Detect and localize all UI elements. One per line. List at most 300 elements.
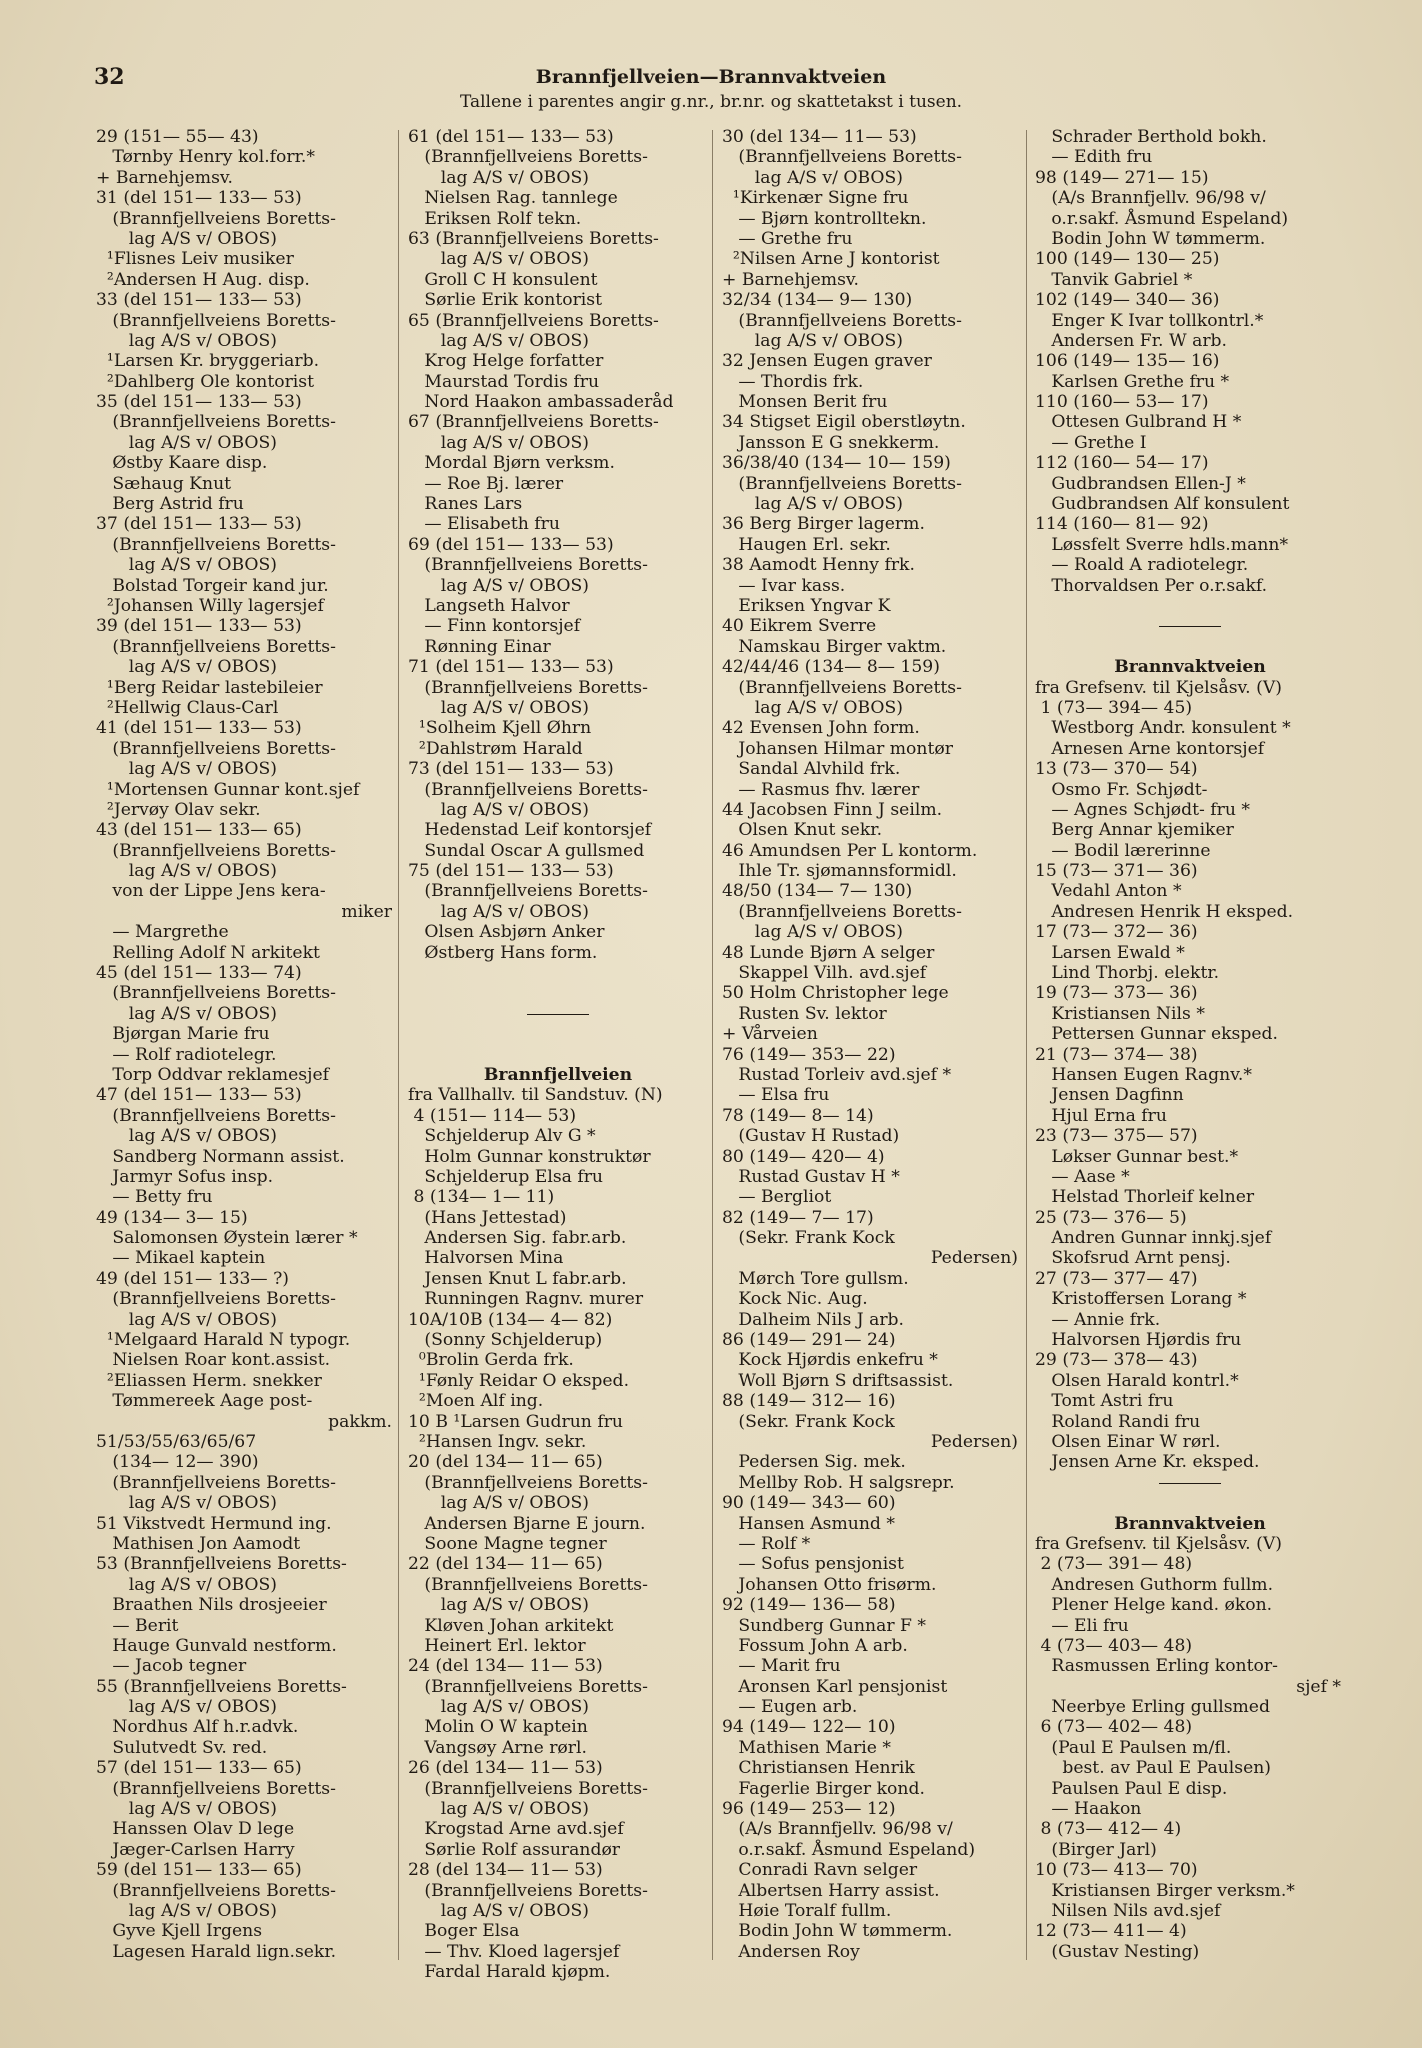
directory-line: ²Hansen Ingv. sekr. [408,1432,587,1452]
directory-column-4 [1035,127,1345,1962]
directory-column-3 [722,127,1022,1962]
directory-line-continued: pakkm. [328,1411,392,1432]
directory-line: lag A/S v/ OBOS) [96,228,278,249]
directory-line: 13 (73— 370— 54) [1035,759,1198,780]
directory-line: — Roald A radiotelegr. [1035,555,1249,576]
directory-line: — Bjørn kontrolltekn. [722,208,927,229]
directory-line: Jansson E G snekkerm. [722,432,940,453]
directory-line: lag A/S v/ OBOS) [408,1595,590,1616]
directory-line: 15 (73— 371— 36) [1035,861,1198,882]
directory-line: Larsen Ewald * [1035,942,1185,963]
directory-line: 10 B ¹Larsen Gudrun fru [408,1411,623,1432]
directory-line: ²Eliassen Herm. snekker [96,1370,322,1391]
directory-line: 44 Jacobsen Finn J seilm. [722,799,943,820]
directory-line: Bjørgan Marie fru [96,1024,270,1045]
directory-line: 31 (del 151— 133— 53) [96,188,302,209]
directory-line: Dalheim Nils J arb. [722,1309,905,1330]
directory-line: lag A/S v/ OBOS) [408,575,590,596]
directory-line: ²Dahlstrøm Harald [408,738,583,759]
directory-line: Andersen Roy [722,1941,860,1962]
directory-line: (A/s Brannfjellv. 96/98 v/ [1035,188,1266,209]
directory-line: Maurstad Tordis fru [408,371,600,392]
directory-line: Runningen Ragnv. murer [408,1289,644,1310]
directory-column-2 [408,127,708,1983]
directory-line: — Rolf radiotelegr. [96,1044,277,1065]
directory-line: 100 (149— 130— 25) [1035,249,1220,270]
directory-line: — Rasmus fhv. lærer [722,779,920,800]
directory-line: ¹Flisnes Leiv musiker [96,249,294,270]
directory-line: Johansen Hilmar montør [722,738,953,759]
directory-line: Bodin John W tømmerm. [722,1921,953,1942]
column-divider [712,130,713,1960]
directory-line: Berg Annar kjemiker [1035,820,1234,841]
directory-line: Mordal Bjørn verksm. [408,453,615,474]
directory-line: ¹Solheim Kjell Øhrn [408,718,592,739]
directory-line: Tørnby Henry kol.forr.* [96,147,315,168]
directory-line: Nielsen Roar kont.assist. [96,1350,331,1371]
directory-line: Kløven Johan arkitekt [408,1615,614,1636]
directory-line: Rønning Einar [408,636,551,657]
directory-line: Olsen Knut sekr. [722,820,883,841]
directory-line: 22 (del 134— 11— 65) [408,1554,603,1575]
directory-line: Jarmyr Sofus insp. [96,1166,274,1187]
directory-line: lag A/S v/ OBOS) [722,697,904,718]
directory-column-1 [96,127,396,1962]
directory-line: Olsen Harald kontrl.* [1035,1370,1239,1391]
directory-line: 2 (73— 391— 48) [1035,1554,1193,1575]
directory-line: Gudbrandsen Alf konsulent [1035,494,1290,515]
directory-line: (Brannfjellveiens Boretts- [96,1778,336,1799]
directory-line: ⁰Brolin Gerda frk. [408,1350,574,1371]
directory-line: 69 (del 151— 133— 53) [408,534,614,555]
directory-line: Løkser Gunnar best.* [1035,1146,1239,1167]
directory-line: (Sonny Schjelderup) [408,1330,603,1351]
directory-line: Kristoffersen Lorang * [1035,1289,1247,1310]
directory-line: 35 (del 151— 133— 53) [96,392,302,413]
directory-line: 10 (73— 413— 70) [1035,1860,1198,1881]
directory-line: 39 (del 151— 133— 53) [96,616,302,637]
page-title: Brannfjellveien—Brannvaktveien [535,66,887,88]
directory-line: 32 Jensen Eugen graver [722,351,932,372]
directory-line: 12 (73— 411— 4) [1035,1921,1187,1942]
directory-line: 47 (del 151— 133— 53) [96,1085,302,1106]
directory-line: — Ivar kass. [722,575,846,596]
directory-line: Gudbrandsen Ellen-J * [1035,473,1246,494]
directory-line: Skofsrud Arnt pensj. [1035,1248,1231,1269]
directory-line: Pedersen Sig. mek. [722,1452,906,1473]
directory-line: lag A/S v/ OBOS) [408,432,590,453]
directory-line: Schjelderup Alv G * [408,1126,596,1147]
directory-line: Jensen Dagfinn [1035,1085,1184,1106]
directory-line: — Finn kontorsjef [408,616,581,637]
directory-line: + Barnehjemsv. [96,167,234,188]
directory-line: (Paul E Paulsen m/fl. [1035,1737,1232,1758]
directory-line: Groll C H konsulent [408,269,598,290]
directory-line: lag A/S v/ OBOS) [722,922,904,943]
column-divider [1026,130,1027,1960]
directory-line: Molin O W kaptein [408,1717,588,1738]
section-rule [1035,1473,1345,1493]
directory-line: Berg Astrid fru [96,494,244,515]
directory-line: Sørlie Erik kontorist [408,290,603,311]
directory-line: Lind Thorbj. elektr. [1035,963,1220,984]
directory-line: ¹Fønly Reidar O eksped. [408,1370,630,1391]
directory-line: fra Vallhallv. til Sandstuv. (N) [408,1085,663,1106]
directory-line: Paulsen Paul E disp. [1035,1778,1228,1799]
directory-line: Sandal Alvhild frk. [722,759,901,780]
directory-line: 32/34 (134— 9— 130) [722,290,913,311]
directory-line: 51 Vikstvedt Hermund ing. [96,1513,332,1534]
directory-line: ²Jervøy Olav sekr. [96,799,261,820]
directory-line: 102 (149— 340— 36) [1035,290,1220,311]
directory-line: lag A/S v/ OBOS) [408,1799,590,1820]
directory-line: 96 (149— 253— 12) [722,1799,896,1820]
directory-line: Arnesen Arne kontorsjef [1035,738,1265,759]
directory-line: Soone Magne tegner [408,1533,607,1554]
directory-line: 34 Stigset Eigil oberstløytn. [722,412,966,433]
directory-line: Osmo Fr. Schjødt- [1035,779,1208,800]
directory-line: Woll Bjørn S driftsassist. [722,1370,954,1391]
directory-line: lag A/S v/ OBOS) [408,1493,590,1514]
directory-line: 48/50 (134— 7— 130) [722,881,913,902]
street-heading: Brannfjellveien [483,1064,633,1085]
directory-line: 46 Amundsen Per L kontorm. [722,840,978,861]
directory-line: — Bergliot [722,1187,832,1208]
directory-line: Krogstad Arne avd.sjef [408,1819,624,1840]
directory-line: Vangsøy Arne rørl. [408,1737,587,1758]
directory-line: Johansen Otto frisørm. [722,1574,937,1595]
directory-line: Ottesen Gulbrand H * [1035,412,1242,433]
directory-line: (134— 12— 390) [96,1452,259,1473]
directory-line: lag A/S v/ OBOS) [722,494,904,515]
directory-line: (Brannfjellveiens Boretts- [96,1880,336,1901]
directory-line: Kristiansen Nils * [1035,1003,1205,1024]
directory-line: 17 (73— 372— 36) [1035,922,1198,943]
directory-line: 110 (160— 53— 17) [1035,392,1209,413]
directory-line: 49 (134— 3— 15) [96,1207,248,1228]
directory-line: 26 (del 134— 11— 53) [408,1758,603,1779]
directory-line: lag A/S v/ OBOS) [96,555,278,576]
street-heading: Brannvaktveien [1114,1513,1266,1534]
directory-line: von der Lippe Jens kera- [96,881,326,902]
directory-line: (Brannfjellveiens Boretts- [408,1880,648,1901]
directory-line: Hanssen Olav D lege [96,1819,295,1840]
directory-line: — Jacob tegner [96,1656,247,1677]
directory-line: Pettersen Gunnar eksped. [1035,1024,1278,1045]
directory-line: — Berit [96,1615,179,1636]
directory-line: Hansen Asmund * [722,1513,895,1534]
directory-line: Heinert Erl. lektor [408,1635,586,1656]
directory-line: 88 (149— 312— 16) [722,1391,896,1412]
directory-line: 65 (Brannfjellveiens Boretts- [408,310,659,331]
directory-line: Nilsen Nils avd.sjef [1035,1900,1221,1921]
directory-line: lag A/S v/ OBOS) [408,330,590,351]
directory-line: 94 (149— 122— 10) [722,1717,896,1738]
directory-line: lag A/S v/ OBOS) [96,861,278,882]
directory-line: 42 Evensen John form. [722,718,920,739]
directory-line: Fossum John A arb. [722,1635,908,1656]
directory-line: 51/53/55/63/65/67 [96,1432,257,1452]
directory-line: o.r.sakf. Åsmund Espeland) [1035,208,1289,229]
directory-line: Høie Toralf fullm. [722,1900,892,1921]
directory-line: (Brannfjellveiens Boretts- [96,738,336,759]
directory-line: (Brannfjellveiens Boretts- [722,901,962,922]
directory-line: Namskau Birger vaktm. [722,636,947,657]
directory-line: 40 Eikrem Sverre [722,616,877,637]
directory-line: 78 (149— 8— 14) [722,1105,874,1126]
directory-line: Schrader Berthold bokh. [1035,127,1267,147]
directory-line: (Brannfjellveiens Boretts- [408,555,648,576]
directory-line: 45 (del 151— 133— 74) [96,963,302,984]
directory-line: 73 (del 151— 133— 53) [408,759,614,780]
directory-line: Helstad Thorleif kelner [1035,1187,1255,1208]
directory-line: Jensen Arne Kr. eksped. [1035,1452,1260,1473]
directory-line: lag A/S v/ OBOS) [722,167,904,188]
directory-line: 6 (73— 402— 48) [1035,1717,1193,1738]
directory-line: — Eugen arb. [722,1697,858,1718]
directory-line: lag A/S v/ OBOS) [408,249,590,270]
directory-line: Bolstad Torgeir kand jur. [96,575,329,596]
directory-line: Albertsen Harry assist. [722,1880,940,1901]
directory-line: Jensen Knut L fabr.arb. [408,1268,627,1289]
directory-line: Holm Gunnar konstruktør [408,1146,651,1167]
directory-line: (Sekr. Frank Kock [722,1411,895,1432]
directory-line: ²Dahlberg Ole kontorist [96,371,315,392]
directory-line: 37 (del 151— 133— 53) [96,514,302,535]
directory-line: Sundberg Gunnar F * [722,1615,927,1636]
directory-line: 61 (del 151— 133— 53) [408,127,614,147]
directory-line: 1 (73— 394— 45) [1035,697,1193,718]
directory-line: Christiansen Henrik [722,1758,915,1779]
directory-line: 57 (del 151— 133— 65) [96,1758,302,1779]
directory-line: 8 (134— 1— 11) [408,1187,555,1208]
directory-line: Aronsen Karl pensjonist [722,1676,948,1697]
directory-line: Tomt Astri fru [1035,1391,1174,1412]
directory-line: — Agnes Schjødt- fru * [1035,799,1251,820]
directory-line: (Brannfjellveiens Boretts- [722,473,962,494]
directory-line: 20 (del 134— 11— 65) [408,1452,603,1473]
directory-line: lag A/S v/ OBOS) [408,697,590,718]
directory-line: Plener Helge kand. økon. [1035,1595,1273,1616]
directory-line: Andresen Guthorm fullm. [1035,1574,1274,1595]
directory-line: (Birger Jarl) [1035,1839,1157,1860]
directory-line: Sulutvedt Sv. red. [96,1737,268,1758]
directory-line: o.r.sakf. Åsmund Espeland) [722,1839,976,1860]
directory-line: Gyve Kjell Irgens [96,1921,263,1942]
directory-line: (Brannfjellveiens Boretts- [96,983,336,1004]
directory-line: Eriksen Yngvar K [722,595,891,616]
directory-line: — Annie frk. [1035,1309,1161,1330]
directory-line: lag A/S v/ OBOS) [96,1003,278,1024]
directory-line: 36 Berg Birger lagerm. [722,514,925,535]
directory-line: Tømmereek Aage post- [96,1391,313,1412]
directory-line: 71 (del 151— 133— 53) [408,657,614,678]
directory-line: Hjul Erna fru [1035,1105,1167,1126]
directory-line: 53 (Brannfjellveiens Boretts- [96,1554,347,1575]
directory-line: 28 (del 134— 11— 53) [408,1860,603,1881]
directory-line: lag A/S v/ OBOS) [96,759,278,780]
page-subtitle: Tallene i parentes angir g.nr., br.nr. og skattetakst i tusen. [459,92,963,112]
directory-line: Haugen Erl. sekr. [722,534,891,555]
directory-line: ²Hellwig Claus-Carl [96,697,279,718]
directory-line: lag A/S v/ OBOS) [96,1309,278,1330]
directory-line: Monsen Berit fru [722,392,888,413]
directory-line: Ranes Lars [408,494,523,515]
directory-line: (Brannfjellveiens Boretts- [408,1676,648,1697]
directory-line: lag A/S v/ OBOS) [96,330,278,351]
directory-line: + Barnehjemsv. [722,269,860,290]
directory-line: — Mikael kaptein [96,1248,266,1269]
directory-line: (Brannfjellveiens Boretts- [96,208,336,229]
directory-line: Fagerlie Birger kond. [722,1778,925,1799]
directory-line: 8 (73— 412— 4) [1035,1819,1182,1840]
section-rule [408,1004,708,1024]
directory-line: Vedahl Anton * [1035,881,1182,902]
directory-line: lag A/S v/ OBOS) [408,799,590,820]
directory-line: 59 (del 151— 133— 65) [96,1860,302,1881]
directory-line-continued: Pedersen) [930,1432,1018,1452]
directory-line: — Elsa fru [722,1085,830,1106]
directory-line: (Gustav Nesting) [1035,1941,1200,1962]
directory-line: 98 (149— 271— 15) [1035,167,1209,188]
directory-line: 29 (73— 378— 43) [1035,1350,1198,1371]
directory-line: (Brannfjellveiens Boretts- [96,310,336,331]
directory-line: Andersen Sig. fabr.arb. [408,1228,627,1249]
directory-line: Thorvaldsen Per o.r.sakf. [1035,575,1268,596]
directory-line: (Brannfjellveiens Boretts- [408,677,648,698]
directory-line: 90 (149— 343— 60) [722,1493,896,1514]
directory-line: Kristiansen Birger verksm.* [1035,1880,1295,1901]
directory-line: — Grethe I [1035,432,1147,453]
directory-line: lag A/S v/ OBOS) [408,901,590,922]
directory-line: fra Grefsenv. til Kjelsåsv. (V) [1035,1533,1282,1554]
directory-line: Rustad Torleiv avd.sjef * [722,1064,952,1085]
directory-line: Hedenstad Leif kontorsjef [408,820,652,841]
directory-line-continued: Pedersen) [930,1248,1018,1269]
directory-line [1035,596,1345,616]
directory-line: Halvorsen Hjørdis fru [1035,1330,1242,1351]
directory-line: Rusten Sv. lektor [722,1003,887,1024]
directory-line: Sørlie Rolf assurandør [408,1839,621,1860]
directory-line: 10A/10B (134— 4— 82) [408,1309,613,1330]
directory-line: fra Grefsenv. til Kjelsåsv. (V) [1035,677,1282,698]
directory-line: — Betty fru [96,1187,213,1208]
directory-line: 24 (del 134— 11— 53) [408,1656,603,1677]
directory-line: 27 (73— 377— 47) [1035,1268,1198,1289]
directory-line [408,983,708,1003]
directory-line: 25 (73— 376— 5) [1035,1207,1187,1228]
directory-line: Halvorsen Mina [408,1248,564,1269]
directory-line: Jæger-Carlsen Harry [96,1839,295,1860]
directory-line: 48 Lunde Bjørn A selger [722,942,935,963]
directory-line: (Brannfjellveiens Boretts- [96,534,336,555]
directory-line: (Brannfjellveiens Boretts- [408,1778,648,1799]
directory-line: Olsen Einar W rørl. [1035,1432,1221,1452]
directory-line: Mørch Tore gullsm. [722,1268,909,1289]
directory-line: Roland Randi fru [1035,1411,1201,1432]
directory-line: best. av Paul E Paulsen) [1035,1758,1272,1779]
directory-line: 33 (del 151— 133— 53) [96,290,302,311]
directory-line: Mellby Rob. H salgsrepr. [722,1472,955,1493]
directory-line: 63 (Brannfjellveiens Boretts- [408,228,659,249]
directory-line: Østby Kaare disp. [96,453,268,474]
directory-line: 4 (151— 114— 53) [408,1105,577,1126]
directory-line: Andersen Bjarne E journ. [408,1513,646,1534]
directory-line: Bodin John W tømmerm. [1035,228,1266,249]
directory-line: lag A/S v/ OBOS) [96,1493,278,1514]
directory-line: — Haakon [1035,1799,1142,1820]
directory-line: (Gustav H Rustad) [722,1126,900,1147]
directory-line: Relling Adolf N arkitekt [96,942,320,963]
directory-line: Westborg Andr. konsulent * [1035,718,1291,739]
directory-line: (Brannfjellveiens Boretts- [96,636,336,657]
directory-line [408,963,708,983]
directory-line: 106 (149— 135— 16) [1035,351,1220,372]
directory-line: Torp Oddvar reklamesjef [96,1064,329,1085]
directory-line: 41 (del 151— 133— 53) [96,718,302,739]
directory-line: Sundal Oscar A gullsmed [408,840,645,861]
directory-line: — Grethe fru [722,228,853,249]
directory-line: 92 (149— 136— 58) [722,1595,896,1616]
directory-line: 82 (149— 7— 17) [722,1207,874,1228]
directory-line: 21 (73— 374— 38) [1035,1044,1198,1065]
directory-line: Fardal Harald kjøpm. [408,1962,611,1983]
directory-line: 67 (Brannfjellveiens Boretts- [408,412,659,433]
directory-line: — Sofus pensjonist [722,1554,904,1575]
street-heading: Brannvaktveien [1114,657,1266,678]
directory-line: lag A/S v/ OBOS) [96,1126,278,1147]
directory-line: lag A/S v/ OBOS) [408,1697,590,1718]
page-number: 32 [94,64,125,90]
directory-line: ¹Kirkenær Signe fru [722,188,909,209]
directory-line: (A/s Brannfjellv. 96/98 v/ [722,1819,953,1840]
directory-line: — Rolf * [722,1533,811,1554]
directory-line: 23 (73— 375— 57) [1035,1126,1198,1147]
directory-line: 112 (160— 54— 17) [1035,453,1209,474]
directory-line: Andresen Henrik H eksped. [1035,901,1294,922]
directory-line: 38 Aamodt Henny frk. [722,555,915,576]
directory-line: lag A/S v/ OBOS) [722,330,904,351]
directory-line: (Brannfjellveiens Boretts- [96,1105,336,1126]
directory-line: Hauge Gunvald nestform. [96,1635,337,1656]
directory-line: (Brannfjellveiens Boretts- [408,147,648,168]
directory-line: Sæhaug Knut [96,473,232,494]
directory-line: Neerbye Erling gullsmed [1035,1697,1270,1718]
directory-line: Rasmussen Erling kontor- [1035,1656,1278,1677]
directory-line: 36/38/40 (134— 10— 159) [722,453,951,474]
directory-line: Andren Gunnar innkj.sjef [1035,1228,1272,1249]
directory-line-continued: sjef * [1296,1676,1341,1697]
directory-line: (Brannfjellveiens Boretts- [408,1472,648,1493]
directory-line: Braathen Nils drosjeeier [96,1595,327,1616]
directory-line: — Thv. Kloed lagersjef [408,1941,620,1962]
directory-line [1035,637,1345,657]
directory-line: ¹Melgaard Harald N typogr. [96,1330,351,1351]
directory-line: — Edith fru [1035,147,1153,168]
directory-line: — Thordis frk. [722,371,864,392]
directory-line: Kock Nic. Aug. [722,1289,868,1310]
directory-line [408,1024,708,1044]
directory-line: 55 (Brannfjellveiens Boretts- [96,1676,347,1697]
directory-line: 42/44/46 (134— 8— 159) [722,657,940,678]
section-rule [1035,616,1345,636]
directory-line: (Brannfjellveiens Boretts- [722,147,962,168]
directory-line: 43 (del 151— 133— 65) [96,820,302,841]
directory-line: lag A/S v/ OBOS) [96,432,278,453]
directory-line: Mathisen Marie * [722,1737,892,1758]
directory-line: Skappel Vilh. avd.sjef [722,963,927,984]
directory-line: Mathisen Jon Aamodt [96,1533,301,1554]
